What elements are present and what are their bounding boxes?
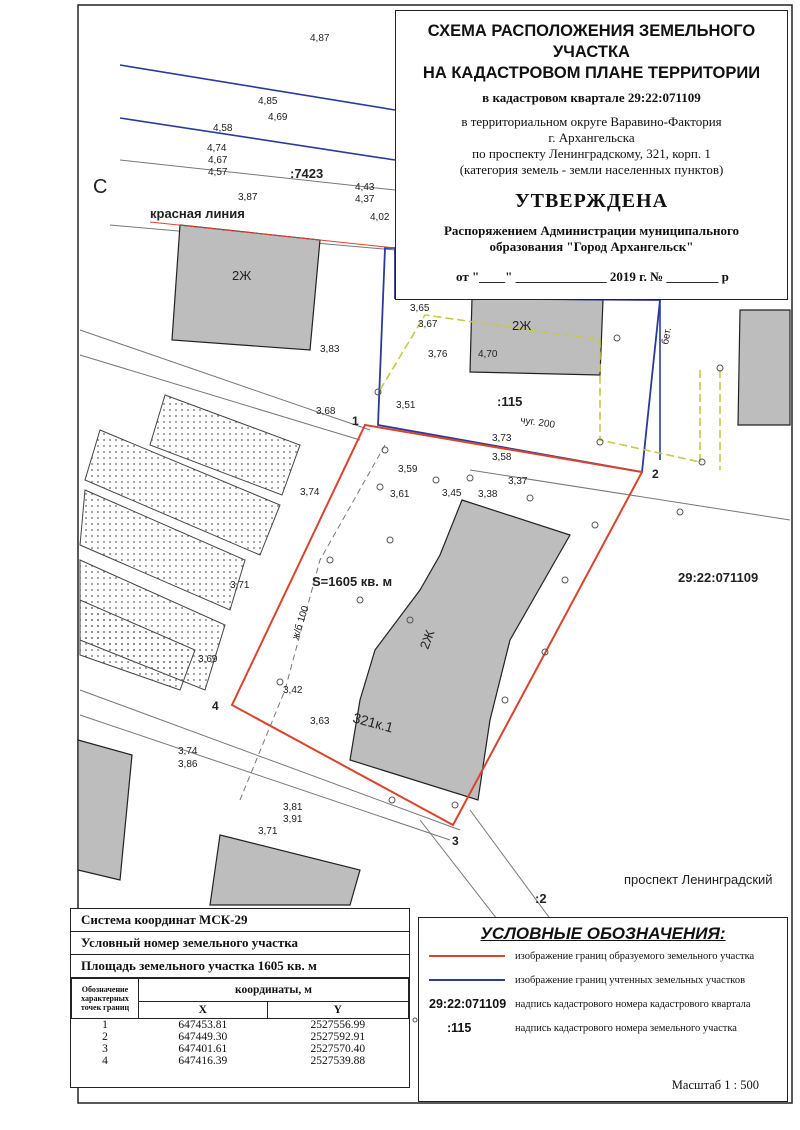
- svg-text:3,45: 3,45: [442, 488, 462, 499]
- svg-text:3,61: 3,61: [390, 489, 410, 500]
- svg-text:3,71: 3,71: [230, 580, 250, 591]
- table-row: 3 647401.61 2527570.40: [102, 1043, 366, 1055]
- col-y-header: Y: [267, 1002, 409, 1019]
- coord-system: Система координат МСК-29: [71, 909, 409, 932]
- building-18: [738, 310, 790, 425]
- table-row: 1 647453.81 2527556.99: [102, 1019, 366, 1031]
- address-line: по проспекту Ленинградскому, 321, корп. 1: [472, 146, 711, 161]
- building-bottom: [210, 835, 360, 905]
- legend-item: изображение границ образуемого земельного участка: [429, 944, 777, 968]
- building-2zh-115: [470, 298, 603, 375]
- svg-text:3,81: 3,81: [283, 802, 303, 813]
- label-parcel-115: :115: [497, 394, 523, 409]
- scale-label: Масштаб 1 : 500: [671, 1078, 759, 1092]
- quarter-line: в кадастровом квартале 29:22:071109: [482, 90, 701, 105]
- red-line-swatch-icon: [429, 955, 505, 957]
- svg-text:3,74: 3,74: [178, 746, 198, 757]
- svg-text:3,86: 3,86: [178, 759, 198, 770]
- label-7423: :7423: [290, 166, 324, 181]
- order-line-1: Распоряжением Администрации муниципального: [443, 223, 740, 238]
- parcel-number-label: Условный номер земельного участка: [71, 932, 409, 955]
- parcel-area: Площадь земельного участка 1605 кв. м: [71, 955, 409, 978]
- svg-text:3,38: 3,38: [478, 489, 498, 500]
- corner-4: 4: [212, 699, 219, 713]
- svg-text:4,02: 4,02: [370, 212, 390, 223]
- legend-item: изображение границ учтенных земельных участков: [429, 968, 777, 992]
- label-area: S=1605 кв. м: [312, 574, 393, 589]
- date-line: от "____" ______________ 2019 г. № ________ р: [456, 269, 729, 284]
- table-row: 4 647416.39 2527539.88: [102, 1055, 366, 1067]
- building-321k1: [350, 500, 570, 800]
- svg-text:3,58: 3,58: [492, 452, 512, 463]
- label-2zh-321: 2Ж: [416, 627, 438, 652]
- svg-text:4,37: 4,37: [355, 194, 375, 205]
- label-bet: бет.: [660, 326, 674, 346]
- svg-text:3,67: 3,67: [418, 319, 438, 330]
- coordinates-block: [70, 908, 410, 1088]
- label-red-line: красная линия: [150, 206, 245, 221]
- label-quarter: 29:22:071109: [678, 570, 759, 585]
- svg-text:3,87: 3,87: [238, 192, 258, 203]
- upper-lines: [120, 65, 395, 160]
- label-building: 321к.1: [351, 709, 396, 736]
- building-bottom-left: [78, 740, 132, 880]
- label-parcel-2: :2: [535, 891, 547, 906]
- city-line: г. Архангельска: [548, 130, 635, 145]
- label-2zh-top: 2Ж: [232, 268, 252, 283]
- col-point-header: Обозначение характерных точек границ: [72, 979, 139, 1019]
- legend-block: [418, 917, 788, 1102]
- svg-text:3,51: 3,51: [396, 400, 416, 411]
- corner-2: 2: [652, 467, 659, 481]
- legend-item: :115 надпись кадастрового номера земельного участка: [447, 1021, 737, 1035]
- svg-text:4,58: 4,58: [213, 123, 233, 134]
- col-x-header: X: [139, 1002, 268, 1019]
- category-line: (категория земель - земли населенных пунктов): [459, 162, 724, 177]
- svg-text:3,63: 3,63: [310, 716, 330, 727]
- non-residential-structures: [80, 395, 300, 690]
- blue-line-swatch-icon: [429, 979, 505, 981]
- title-block: [395, 10, 788, 300]
- approved-heading: УТВЕРЖДЕНА: [514, 190, 669, 212]
- svg-text:3,65: 3,65: [410, 303, 430, 314]
- table-row: 2 647449.30 2527592.91: [102, 1031, 366, 1043]
- coordinates-table: [71, 978, 409, 1067]
- svg-text:3,73: 3,73: [492, 433, 512, 444]
- svg-text:4,85: 4,85: [258, 96, 278, 107]
- corner-1: 1: [352, 414, 359, 428]
- legend-title: УСЛОВНЫЕ ОБОЗНАЧЕНИЯ:: [480, 924, 726, 943]
- label-chug: чуг. 200: [519, 415, 556, 431]
- svg-text:4,70: 4,70: [478, 349, 498, 360]
- svg-text:4,69: 4,69: [268, 112, 288, 123]
- legend-item: 29:22:071109 надпись кадастрового номера кадастрового квартала: [429, 997, 751, 1011]
- svg-text:3,69: 3,69: [198, 654, 218, 665]
- label-c: С: [93, 176, 108, 198]
- col-coords-header: координаты, м: [139, 979, 409, 1002]
- svg-text:4,87: 4,87: [310, 33, 330, 44]
- svg-text:4,67: 4,67: [208, 155, 228, 166]
- svg-text:3,68: 3,68: [316, 406, 336, 417]
- district-line: в территориальном округе Варавино-Фактория: [461, 114, 722, 129]
- svg-text:4,57: 4,57: [208, 167, 228, 178]
- svg-text:3,59: 3,59: [398, 464, 418, 475]
- building-2zh-top: [172, 225, 320, 350]
- label-zhb: ж/б 100: [290, 604, 312, 641]
- svg-text:3,42: 3,42: [283, 685, 303, 696]
- svg-text:4,43: 4,43: [355, 182, 375, 193]
- svg-text:3,83: 3,83: [320, 344, 340, 355]
- svg-text:3,37: 3,37: [508, 476, 528, 487]
- label-prospect: проспект Ленинградский: [624, 872, 773, 887]
- title-line-2: НА КАДАСТРОВОМ ПЛАНЕ ТЕРРИТОРИИ: [422, 64, 761, 82]
- title-line-1: СХЕМА РАСПОЛОЖЕНИЯ ЗЕМЕЛЬНОГО УЧАСТКА: [427, 22, 756, 61]
- svg-text:3,91: 3,91: [283, 814, 303, 825]
- svg-text:3,71: 3,71: [258, 826, 278, 837]
- label-2zh-115: 2Ж: [512, 318, 532, 333]
- svg-text:4,74: 4,74: [207, 143, 227, 154]
- svg-text:3,76: 3,76: [428, 349, 448, 360]
- order-line-2: образования "Город Архангельск": [489, 239, 694, 254]
- corner-3: 3: [452, 834, 459, 848]
- svg-text:3,74: 3,74: [300, 487, 320, 498]
